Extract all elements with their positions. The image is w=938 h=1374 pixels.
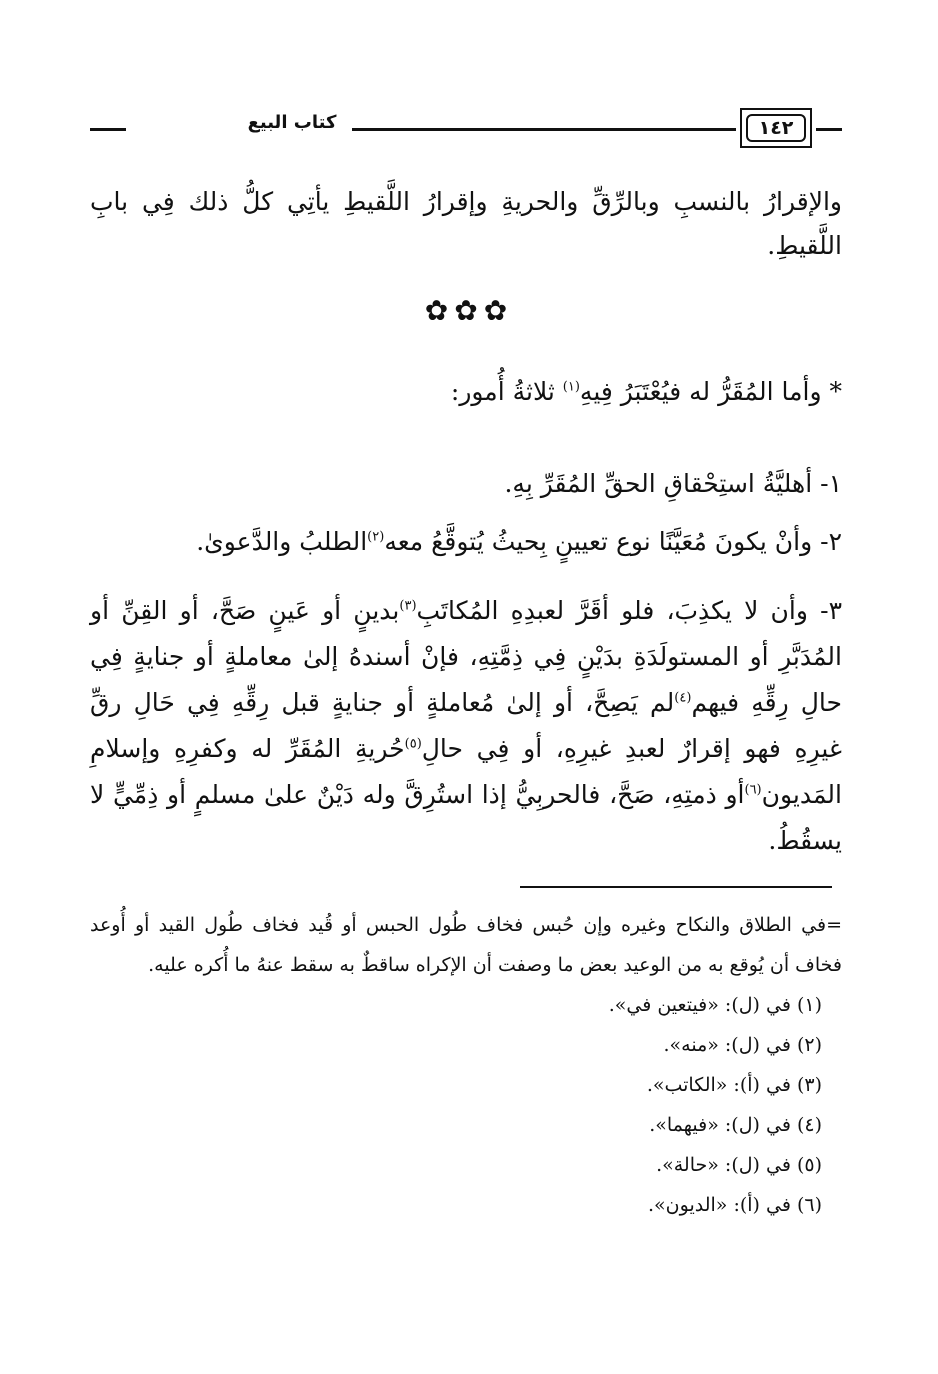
- item-3-text-d: حُريةِ المُقَرِّ له وكفرِهِ وإسلامِ المَديون: [90, 734, 842, 809]
- footnote-continued: =في الطلاق والنكاح وغيره وإن حُبس فخاف طُول الحبس أو قُيد فخاف طُول القيد أو أُوعد فخاف أن يُوقع به من الوعيد بعض ما وصفت أن الإكراه ساقطٌ به سقط عنهُ ما أُكره عليه.: [90, 914, 842, 976]
- item-3-text-b: بدينٍ أو عَينٍ صَحَّ، أو القِنِّ أو المُدَبَّرِ أو المستولَدَةِ بدَيْنٍ فِي ذِمَّتِهِ، فإنْ أسندهُ إلىٰ معاملةٍ أو جنايةٍ فِي حالِ رِقِّهِ فيهم: [90, 596, 842, 717]
- footnote-item: (٤) في (ل): «فيهما».: [649, 1114, 822, 1136]
- item-3-text-c: لم يَصِحَّ، أو إلىٰ مُعاملةٍ أو جنايةٍ قبل رِقِّهِ فِي حَالِ رقِّ غيرِهِ فهو إقرارٌ لعبدِ غيرِهِ، أو فِي حالِ: [90, 688, 842, 763]
- footnote-ref: (٦): [744, 782, 762, 798]
- header-rule-left: [90, 128, 126, 131]
- footnote-item: (٦) في (أ): «الديون».: [648, 1194, 822, 1216]
- item-3-text-e: أو ذمتِهِ، صَحَّ، فالحربِيُّ إذا استُرِقَّ وله دَيْنٌ علىٰ مسلمٍ أو ذِمِّيٍّ لا يسقُطُ.: [90, 780, 842, 855]
- list-item: [90, 520, 842, 564]
- header-rule-right: [816, 128, 842, 131]
- item-1-text: ١- أهليَّةُ استِحْقاقِ الحقِّ المُقَرِّ بِهِ.: [504, 469, 842, 498]
- section-heading: [90, 370, 842, 414]
- opening-paragraph: [90, 180, 842, 268]
- item-2-text: ٢- وأنْ يكونَ مُعَيَّنًا نوع تعيينٍ بِحيثُ يُتوقَّعُ معه: [384, 527, 842, 556]
- page-number-box: [740, 108, 812, 148]
- list-item: [90, 588, 842, 864]
- page-number: ١٤٢: [746, 114, 806, 142]
- running-title: كتاب البيع: [242, 112, 342, 133]
- flower-ornament-icon: ✿✿✿: [424, 294, 514, 327]
- footnote-item: (٣) في (أ): «الكاتب».: [646, 1074, 822, 1096]
- item-2-text-end: الطلبُ والدَّعوىٰ.: [196, 527, 368, 556]
- list-item: [90, 462, 842, 506]
- paragraph-text: والإقرارُ بالنسبِ وبالرِّقِّ والحريةِ وإقرارُ اللَّقيطِ يأتِي كلُّ ذلك فِي بابِ اللَّقيطِ.: [90, 187, 842, 260]
- footnote-ref: (٣): [399, 598, 417, 614]
- header-rule-middle: [352, 128, 736, 131]
- footnote-ref: (١): [562, 379, 580, 395]
- footnote-ref: (٢): [367, 529, 385, 545]
- footnote-ref: (٥): [404, 736, 422, 752]
- footnote-item: (١) في (ل): «فيتعين في».: [608, 994, 822, 1016]
- footnote-item: (٥) في (ل): «حالة».: [656, 1154, 822, 1176]
- heading-end: ثلاثةُ أُمور:: [450, 377, 563, 406]
- footnote-item: (٢) في (ل): «منه».: [663, 1034, 822, 1056]
- page-header: [90, 108, 842, 150]
- footnotes: [90, 905, 842, 1225]
- item-3-text: ٣- وأن لا يكذِبَ، فلو أقَرَّ لعبدِهِ المُكاتَبِ: [416, 596, 842, 625]
- footnote-ref: (٤): [674, 690, 692, 706]
- heading-text: * وأما المُقَرُّ له فيُعْتَبَرُ فِيهِ: [579, 377, 842, 406]
- footnote-separator: [520, 886, 832, 888]
